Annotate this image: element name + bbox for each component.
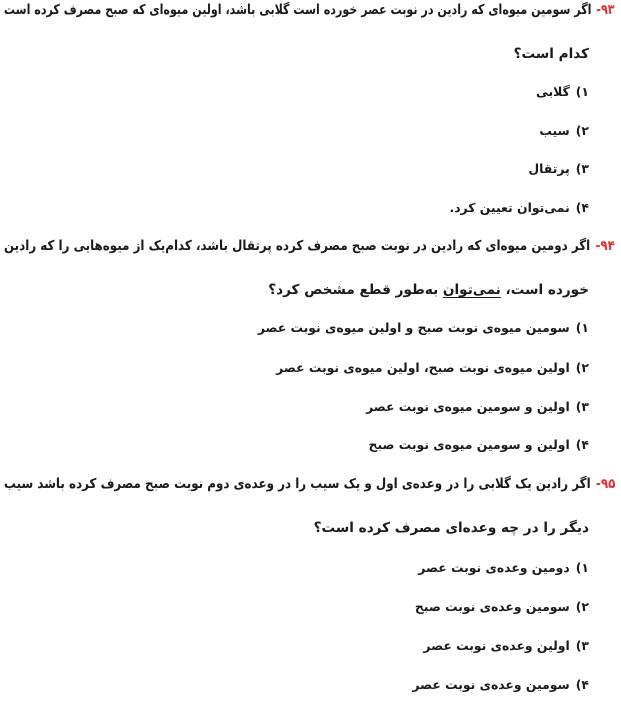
option-text: سیب (539, 123, 570, 138)
question-94-text-2b: به‌طور قطع مشخص کرد؟ (268, 282, 443, 298)
option-number: ۲) (575, 123, 589, 138)
option-number: ۳) (575, 399, 589, 414)
option-number: ۴) (575, 437, 589, 452)
question-94-underlined-word: نمی‌توان (442, 282, 501, 298)
question-94-line-2 (268, 280, 589, 300)
option-text: اولین و سومین میوه‌ی نوبت عصر (366, 399, 570, 414)
option-number: ۳) (575, 638, 589, 653)
question-95-text-1: اگر رادین یک گلابی را در وعده‌ی اول و یک سیب را در وعده‌ی دوم نوبت صبح مصرف کرده باشد سیب (3, 476, 591, 492)
question-95-option-1[interactable] (418, 558, 589, 578)
option-number: ۳) (575, 161, 589, 176)
question-94-option-2[interactable] (276, 358, 589, 378)
question-93-line-1 (4, 0, 615, 20)
question-95-option-2[interactable] (415, 597, 589, 617)
question-93-option-1[interactable] (536, 82, 589, 102)
question-95-line-2: دیگر را در چه وعده‌ای مصرف کرده است؟ (313, 520, 589, 536)
option-number: ۴) (575, 677, 589, 692)
option-text: سومین وعده‌ی نوبت صبح (414, 599, 570, 614)
question-94-text-1: اگر دومین میوه‌ای که رادین در نوبت صبح مصرف کرده پرتقال باشد، کدام‌یک از میوه‌هایی را که رادین (4, 238, 591, 254)
option-text: اولین میوه‌ی نوبت صبح، اولین میوه‌ی نوبت عصر (276, 360, 570, 375)
option-number: ۴) (575, 200, 589, 215)
option-number: ۲) (575, 360, 589, 375)
question-93-option-2[interactable] (539, 121, 589, 141)
option-text: نمی‌توان تعیین کرد. (449, 200, 570, 215)
option-text: سومین میوه‌ی نوبت صبح و اولین میوه‌ی نوبت عصر (257, 320, 570, 335)
option-text: سومین وعده‌ی نوبت عصر (412, 677, 570, 692)
question-95-option-4[interactable] (412, 675, 589, 695)
question-93-option-3[interactable] (528, 159, 589, 179)
option-text: اولین و سومین میوه‌ی نوبت صبح (368, 437, 570, 452)
question-94-option-3[interactable] (366, 397, 589, 417)
question-93-option-4[interactable] (449, 198, 589, 218)
question-95-option-3[interactable] (423, 636, 589, 656)
question-95-line-1 (4, 474, 615, 494)
question-94-line-1 (4, 236, 615, 256)
question-95-number: ۹۵- (595, 476, 615, 492)
option-text: گلابی (535, 84, 570, 99)
question-93-text-1: اگر سومین میوه‌ای که رادین در نوبت عصر خورده است گلابی باشد، اولین میوه‌ای که صبح مصرف کرده است (4, 2, 592, 18)
option-text: اولین وعده‌ی نوبت عصر (423, 638, 570, 653)
option-number: ۱) (575, 560, 589, 575)
option-number: ۱) (575, 84, 589, 99)
option-number: ۲) (575, 599, 589, 614)
option-number: ۱) (575, 320, 589, 335)
question-94-option-1[interactable] (258, 318, 589, 338)
question-94-text-2a: خورده است، (500, 282, 589, 298)
question-94-number: ۹۴- (595, 238, 615, 254)
question-94-option-4[interactable] (369, 435, 589, 455)
option-text: دومین وعده‌ی نوبت عصر (418, 560, 570, 575)
question-93-line-2: کدام است؟ (513, 46, 589, 62)
option-text: پرتقال (528, 161, 570, 176)
question-93-number: ۹۳- (596, 2, 615, 18)
